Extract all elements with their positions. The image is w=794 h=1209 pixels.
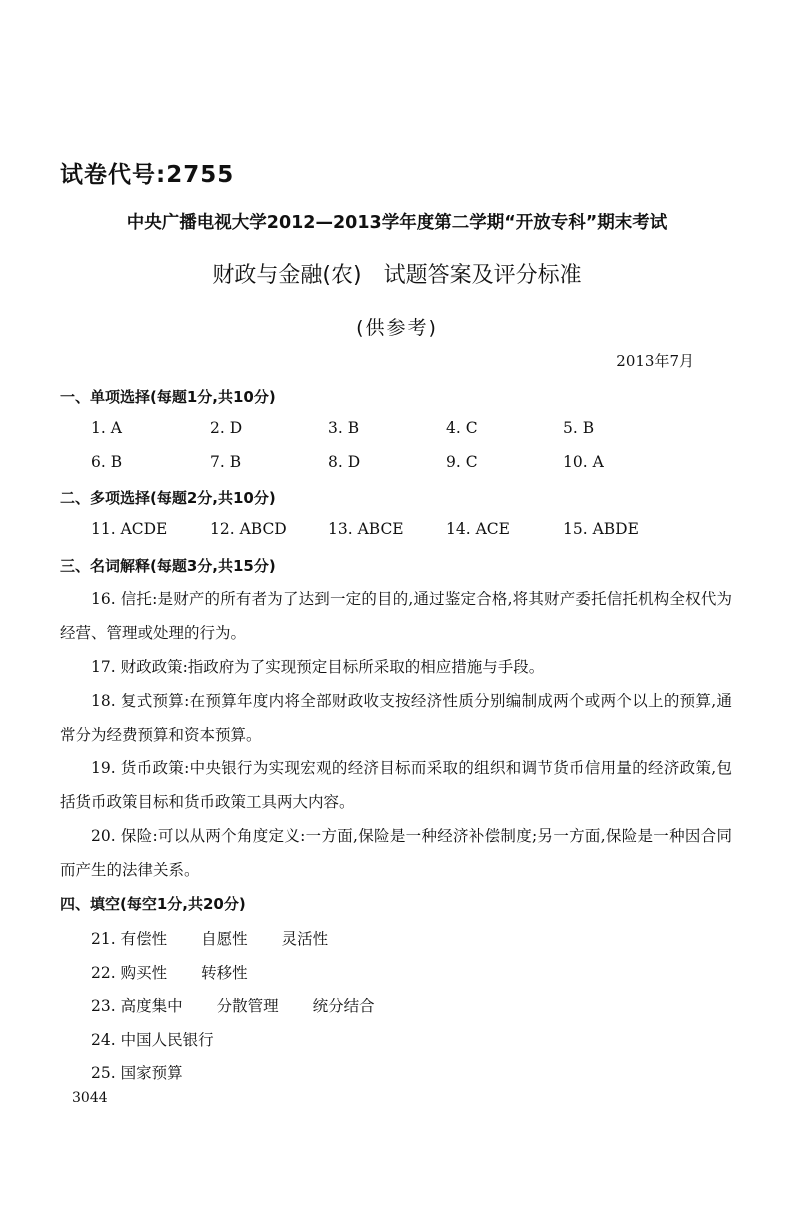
answer-item: 7. B	[210, 453, 242, 471]
fill-answer: 21. 有偿性	[91, 930, 168, 948]
fill-row	[91, 961, 248, 983]
exam-date: 2013年7月	[616, 352, 694, 370]
answer-item: 4. C	[446, 419, 478, 437]
answer-item: 9. C	[446, 453, 478, 471]
fill-row	[91, 927, 328, 949]
fill-answer: 统分结合	[312, 997, 375, 1015]
answer-item: 8. D	[328, 453, 361, 471]
fill-row	[91, 1061, 183, 1083]
answer-item: 10. A	[563, 453, 604, 471]
answer-item: 14. ACE	[446, 520, 510, 538]
section1-heading: 一、单项选择(每题1分,共10分)	[60, 388, 276, 406]
fill-answer: 转移性	[201, 964, 248, 982]
section3-heading: 三、名词解释(每题3分,共15分)	[60, 557, 276, 575]
answer-item: 2. D	[210, 419, 243, 437]
answer-item: 11. ACDE	[91, 520, 168, 538]
section4-heading: 四、填空(每空1分,共20分)	[60, 895, 246, 913]
fill-row	[91, 994, 375, 1016]
paper-code: 试卷代号:2755	[60, 162, 235, 188]
answer-item: 6. B	[91, 453, 123, 471]
definition-item: 16. 信托:是财产的所有者为了达到一定的目的,通过鉴定合格,将其财产委托信托机构全权代为经营、管理或处理的行为。	[60, 590, 732, 642]
answer-item: 13. ABCE	[328, 520, 404, 538]
fill-answer: 23. 高度集中	[91, 997, 183, 1015]
definition-item: 17. 财政政策:指政府为了实现预定目标所采取的相应措施与手段。	[91, 658, 545, 676]
definition-item: 19. 货币政策:中央银行为实现宏观的经济目标而采取的组织和调节货币信用量的经济政策,包括货币政策目标和货币政策工具两大内容。	[60, 759, 732, 811]
page-number: 3044	[72, 1090, 108, 1106]
fill-answer: 25. 国家预算	[91, 1064, 183, 1082]
answer-item: 1. A	[91, 419, 122, 437]
answer-item: 12. ABCD	[210, 520, 287, 538]
fill-answer: 自愿性	[201, 930, 248, 948]
subject-title: 财政与金融(农) 试题答案及评分标准	[212, 263, 582, 288]
reference-note: (供参考)	[356, 317, 438, 339]
section2-heading: 二、多项选择(每题2分,共10分)	[60, 489, 276, 507]
fill-answer: 22. 购买性	[91, 964, 168, 982]
fill-row	[91, 1028, 214, 1050]
exam-title: 中央广播电视大学2012—2013学年度第二学期“开放专科”期末考试	[126, 213, 668, 233]
fill-answer: 24. 中国人民银行	[91, 1031, 214, 1049]
definition-item: 18. 复式预算:在预算年度内将全部财政收支按经济性质分别编制成两个或两个以上的预算,通常分为经费预算和资本预算。	[60, 692, 732, 744]
answer-item: 15. ABDE	[563, 520, 639, 538]
definition-item: 20. 保险:可以从两个角度定义:一方面,保险是一种经济补偿制度;另一方面,保险是一种因合同而产生的法律关系。	[60, 827, 732, 879]
answer-item: 3. B	[328, 419, 360, 437]
fill-answer: 分散管理	[216, 997, 279, 1015]
fill-answer: 灵活性	[281, 930, 329, 948]
answer-item: 5. B	[563, 419, 595, 437]
